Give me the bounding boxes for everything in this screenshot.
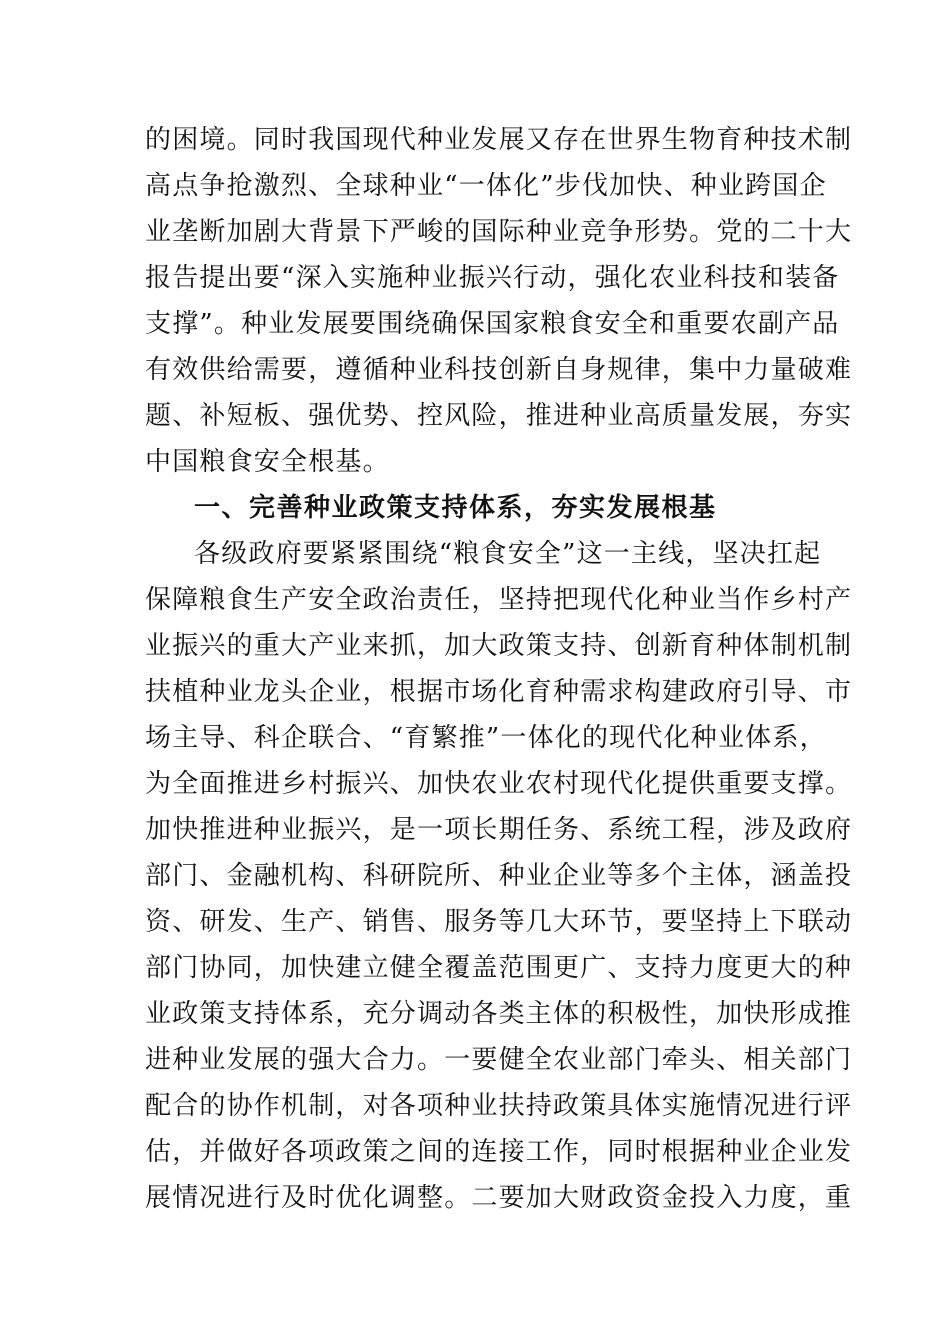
paragraph-line: 加快推进种业振兴，是一项长期任务、系统工程，涉及政府 bbox=[145, 815, 853, 845]
paragraph-line: 为全面推进乡村振兴、加快农业农村现代化提供重要支撑。 bbox=[145, 769, 853, 799]
paragraph-line: 资、研发、生产、销售、服务等几大环节，要坚持上下联动 bbox=[145, 907, 853, 937]
paragraph-line: 高点争抢激烈、全球种业“一体化”步伐加快、种业跨国企 bbox=[145, 171, 827, 201]
paragraph-line: 部门、金融机构、科研院所、种业企业等多个主体，涵盖投 bbox=[145, 861, 853, 891]
paragraph-line: 各级政府要紧紧围绕“粮食安全”这一主线，坚决扛起 bbox=[194, 539, 822, 569]
paragraph-line: 报告提出要“深入实施种业振兴行动，强化农业科技和装备 bbox=[145, 263, 840, 293]
paragraph-line: 扶植种业龙头企业，根据市场化育种需求构建政府引导、市 bbox=[145, 677, 853, 707]
paragraph-line: 有效供给需要，遵循种业科技创新自身规律，集中力量破难 bbox=[145, 355, 853, 385]
paragraph-line: 部门协同，加快建立健全覆盖范围更广、支持力度更大的种 bbox=[145, 953, 853, 983]
paragraph-line: 业政策支持体系，充分调动各类主体的积极性，加快形成推 bbox=[145, 999, 853, 1029]
paragraph-line: 支撑”。种业发展要围绕确保国家粮食安全和重要农副产品 bbox=[145, 309, 840, 339]
paragraph-line: 场主导、科企联合、“育繁推”一体化的现代化种业体系， bbox=[145, 723, 827, 753]
paragraph-line: 保障粮食生产安全政治责任，坚持把现代化种业当作乡村产 bbox=[145, 585, 853, 615]
paragraph-line: 中国粮食安全根基。 bbox=[145, 447, 390, 477]
paragraph-line: 配合的协作机制，对各项种业扶持政策具体实施情况进行评 bbox=[145, 1091, 853, 1121]
section-heading: 一、完善种业政策支持体系，夯实发展根基 bbox=[194, 493, 717, 523]
paragraph-line: 题、补短板、强优势、控风险，推进种业高质量发展，夯实 bbox=[145, 401, 853, 431]
paragraph-line: 业垄断加剧大背景下严峻的国际种业竞争形势。党的二十大 bbox=[145, 217, 853, 247]
paragraph-line: 业振兴的重大产业来抓，加大政策支持、创新育种体制机制 bbox=[145, 631, 853, 661]
paragraph-line: 估，并做好各项政策之间的连接工作，同时根据种业企业发 bbox=[145, 1137, 853, 1167]
paragraph-line: 进种业发展的强大合力。一要健全农业部门牵头、相关部门 bbox=[145, 1045, 853, 1075]
paragraph-line: 的困境。同时我国现代种业发展又存在世界生物育种技术制 bbox=[145, 125, 853, 155]
paragraph-line: 展情况进行及时优化调整。二要加大财政资金投入力度，重 bbox=[145, 1183, 853, 1213]
